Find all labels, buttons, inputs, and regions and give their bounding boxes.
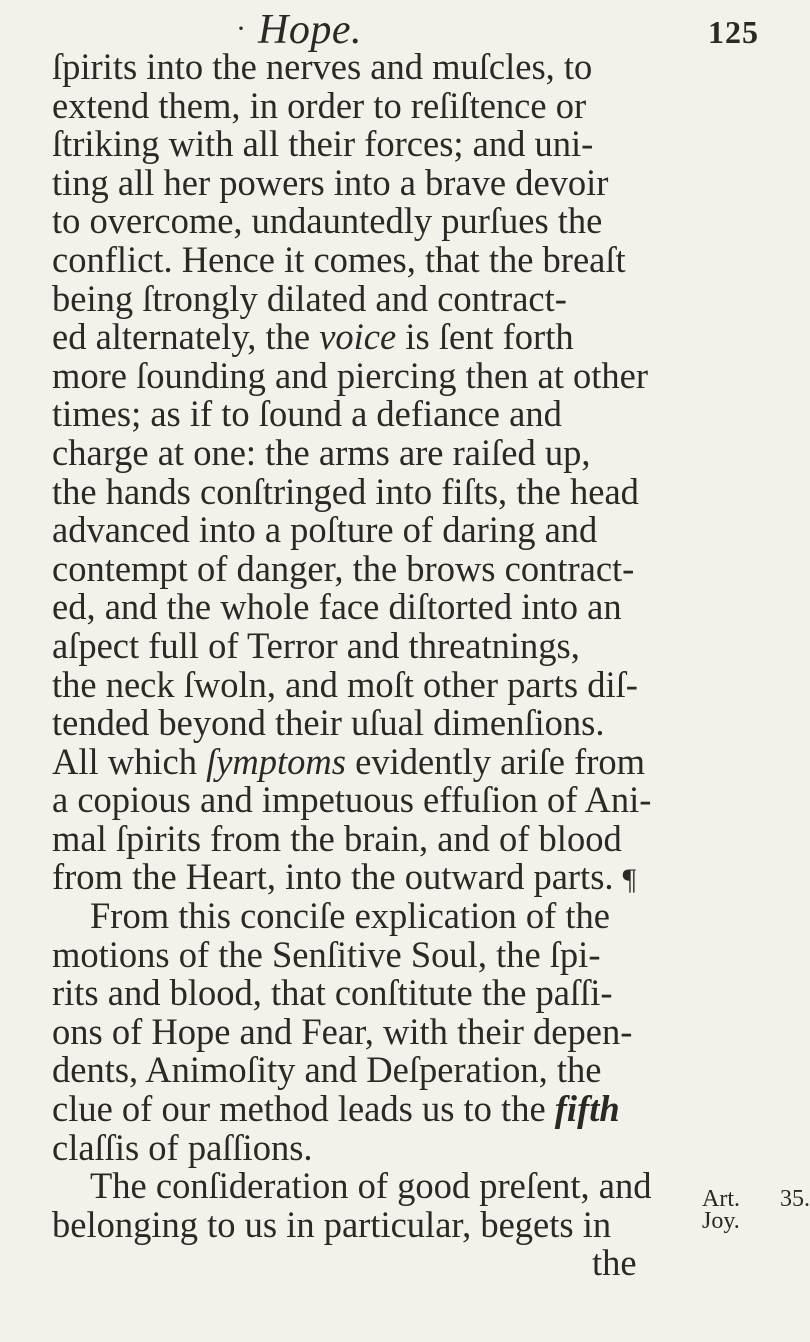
margin-note-art: Art. xyxy=(702,1186,740,1212)
body-text xyxy=(52,48,682,1283)
italic-word: fifth xyxy=(554,1088,620,1130)
text-line xyxy=(52,318,682,357)
text-line xyxy=(52,858,682,897)
text-line: being ſtrongly dilated and contract- xyxy=(52,277,567,319)
text-line: extend them, in order to reſiſtence or xyxy=(52,84,587,126)
text-line: the hands conſtringed into fiſts, the head xyxy=(52,470,639,512)
text-segment: is ſent forth xyxy=(396,316,574,358)
catchword: the xyxy=(592,1242,637,1284)
text-line: a copious and impetuous effuſion of Ani- xyxy=(52,779,652,821)
margin-note-word: Joy. xyxy=(702,1208,740,1234)
text-line: rits and blood, that conſtitute the paſſi- xyxy=(52,972,613,1014)
text-segment: evidently ariſe from xyxy=(346,740,645,782)
text-line: ed, and the whole face diſtorted into an xyxy=(52,586,622,628)
text-line: From this conciſe explication of the xyxy=(90,895,611,937)
text-line: conflict. Hence it comes, that the breaſt xyxy=(52,238,626,280)
text-line: ons of Hope and Fear, with their depen- xyxy=(52,1010,633,1052)
text-line: charge at one: the arms are raiſed up, xyxy=(52,431,591,473)
text-line: dents, Animoſity and Deſperation, the xyxy=(52,1049,602,1091)
pilcrow-mark: ¶ xyxy=(622,863,637,897)
text-line: The conſideration of good preſent, and xyxy=(90,1165,652,1207)
text-segment: from the Heart, into the outward parts. xyxy=(52,856,623,898)
text-segment: ed alternately, the xyxy=(52,316,320,358)
text-segment: clue of our method leads us to the xyxy=(52,1088,555,1130)
text-line: mal ſpirits from the brain, and of blood xyxy=(52,817,622,859)
text-line: times; as if to ſound a defiance and xyxy=(52,393,562,435)
italic-word: ſymptoms xyxy=(206,740,346,782)
text-line: the neck ſwoln, and moſt other parts diſ- xyxy=(52,663,638,705)
text-line: advanced into a poſture of daring and xyxy=(52,509,598,551)
text-line: contempt of danger, the brows contract- xyxy=(52,547,635,589)
text-line: tended beyond their uſual dimenſions. xyxy=(52,702,605,744)
text-line: belonging to us in particular, begets in xyxy=(52,1203,612,1245)
text-line: claſſis of paſſions. xyxy=(52,1126,313,1168)
italic-word: voice xyxy=(319,316,397,358)
text-line xyxy=(52,740,682,782)
text-line: aſpect full of Terror and threatnings, xyxy=(52,624,580,666)
text-line: more ſounding and piercing then at other xyxy=(52,354,648,396)
text-line xyxy=(52,1090,682,1129)
text-line: to overcome, undauntedly purſues the xyxy=(52,200,603,242)
page-number: 125 xyxy=(708,14,759,50)
text-line: ſpirits into the nerves and muſcles, to xyxy=(52,46,593,87)
header-dot: · xyxy=(236,12,246,45)
running-head: Hope. xyxy=(258,7,362,53)
margin-note-number: 35. xyxy=(780,1186,810,1212)
margin-note xyxy=(702,1186,810,1234)
text-segment: All which xyxy=(52,740,207,782)
text-line: ſtriking with all their forces; and uni- xyxy=(52,123,594,165)
text-line: ting all her powers into a brave devoir xyxy=(52,161,609,203)
text-line: motions of the Senſitive Soul, the ſpi- xyxy=(52,933,601,975)
